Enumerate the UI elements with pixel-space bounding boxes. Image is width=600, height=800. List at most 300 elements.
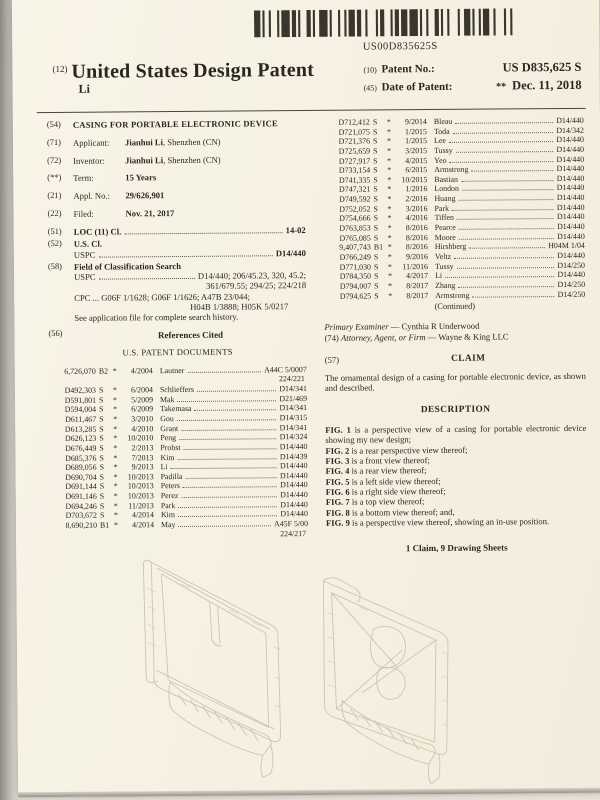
- reference-date: 3/2015: [405, 145, 428, 156]
- reference-kind-code: B2: [98, 366, 109, 376]
- dot-leader: [469, 247, 545, 249]
- reference-class: A45F 5/00: [273, 519, 309, 529]
- reference-star: *: [113, 491, 118, 501]
- reference-date: 4/2015: [405, 155, 428, 165]
- reference-kind-code: S: [99, 501, 105, 511]
- reference-inventor: Li: [435, 271, 443, 281]
- reference-class: D14/440: [280, 490, 308, 500]
- reference-inventor: Lee: [433, 136, 446, 146]
- reference-kind-code: S: [99, 414, 104, 424]
- reference-date: 9/2016: [405, 252, 428, 262]
- dot-leader: [178, 400, 277, 402]
- reference-date: 10/2010: [127, 433, 154, 443]
- reference-number: D690,704: [65, 472, 97, 482]
- reference-number: D626,123: [64, 433, 97, 444]
- header-divider: [37, 108, 586, 113]
- primary-examiner-label: Primary Examiner: [324, 321, 389, 333]
- dot-leader: [462, 190, 554, 192]
- reference-number: D725,659: [338, 146, 371, 156]
- reference-inventor: Veltz: [434, 251, 452, 261]
- claim-heading: CLAIM: [451, 353, 486, 364]
- reference-inventor: Hirshberg: [434, 242, 467, 252]
- reference-star: *: [387, 175, 392, 185]
- dot-leader: [99, 278, 195, 280]
- patent-number-row: [363, 60, 581, 77]
- reference-date: 4/2014: [132, 520, 155, 530]
- reference-star: *: [387, 223, 392, 233]
- uspc-class-value: D14/440: [275, 247, 306, 258]
- reference-number: D794,625: [339, 291, 372, 301]
- figure-description-line: FIG. 7 is a top view thereof;: [325, 496, 425, 508]
- reference-number: D591,801: [64, 395, 97, 405]
- reference-class: D14/440: [556, 212, 585, 222]
- description-heading: DESCRIPTION: [420, 404, 491, 415]
- reference-kind-code: S: [373, 223, 379, 233]
- reference-inventor: Mak: [159, 394, 175, 404]
- claim-text: The ornamental design of a casing for portable electronic device, as shown and described.: [324, 370, 586, 394]
- reference-star: *: [387, 242, 392, 252]
- appl-no-value: 29/626,901: [125, 190, 165, 201]
- field-52-us-cl: [48, 237, 306, 260]
- reference-class: D14/440: [556, 154, 585, 164]
- patent-date-label: Date of Patent:: [381, 80, 453, 94]
- reference-kind-code: S: [372, 117, 378, 127]
- reference-date: 1/2015: [404, 126, 427, 136]
- dot-leader: [181, 496, 277, 498]
- reference-number: 9,407,743: [339, 242, 371, 253]
- reference-inventor: Armstrong: [434, 164, 469, 175]
- applicant-name: Jianhui Li: [124, 136, 164, 148]
- reference-kind-code: S: [374, 271, 379, 281]
- reference-star: *: [113, 424, 118, 434]
- dot-leader: [452, 209, 554, 211]
- barcode-block: [250, 8, 550, 53]
- reference-inventor: Tiffen: [434, 213, 454, 223]
- reference-date: 6/2009: [131, 404, 154, 414]
- dot-leader: [459, 238, 554, 240]
- reference-date: 2/2013: [131, 443, 154, 453]
- reference-inventor: Toda: [433, 126, 450, 136]
- dot-leader: [195, 410, 277, 412]
- reference-class: D14/440: [557, 270, 586, 280]
- figure-label: FIG. 6: [325, 486, 352, 497]
- reference-inventor: Lautner: [159, 365, 185, 375]
- figure-description-line: FIG. 8 is a bottom view thereof; and,: [325, 506, 455, 518]
- reference-inventor: Perez: [160, 491, 179, 501]
- field-code-56: (56): [48, 328, 63, 338]
- reference-row: [49, 365, 307, 377]
- figure-description-line: FIG. 5 is a left side view thereof;: [325, 475, 441, 487]
- reference-kind-code: S: [98, 385, 104, 395]
- field-code-74: (74): [324, 332, 339, 343]
- reference-number: D691,146: [65, 491, 97, 502]
- reference-class: D14/440: [280, 480, 308, 490]
- reference-date: 6/2015: [405, 165, 428, 175]
- reference-star: *: [388, 281, 393, 291]
- uspc-search-classes-1: D14/440; 206/45.23, 320, 45.2;: [197, 270, 307, 281]
- reference-class: D14/315: [279, 413, 308, 423]
- reference-inventor: May: [160, 520, 176, 530]
- reference-number: D685,376: [65, 453, 97, 463]
- reference-class: H04M 1/04: [548, 241, 585, 251]
- reference-kind-code: S: [374, 290, 379, 301]
- figure-label: FIG. 3: [325, 455, 352, 466]
- dot-leader: [455, 122, 553, 124]
- field-58-search: [48, 260, 306, 324]
- figure-label: FIG. 5: [325, 476, 352, 487]
- reference-star: *: [113, 520, 118, 530]
- reference-star: *: [113, 462, 118, 472]
- reference-class: D14/440: [279, 441, 308, 452]
- reference-inventor: Tussy: [434, 261, 454, 271]
- barcode-image: [254, 8, 546, 37]
- figure-description-line: FIG. 1 is a perspective view of a casing for portable electronic device showing my new design;: [325, 422, 587, 446]
- reference-class: A44C 5/0007: [264, 364, 307, 375]
- reference-inventor: Bastian: [434, 174, 459, 184]
- dot-leader: [124, 232, 282, 234]
- reference-class: D14/341: [279, 403, 308, 413]
- reference-class: D14/250: [557, 260, 586, 270]
- reference-number: D733,154: [338, 165, 371, 175]
- figure-front-perspective: [111, 547, 323, 789]
- dot-leader: [461, 180, 554, 182]
- loc-class-value: 14-02: [285, 224, 306, 236]
- reference-star: *: [386, 126, 391, 137]
- reference-number: D721,075: [338, 127, 370, 137]
- field-code-58: (58): [47, 261, 62, 271]
- reference-star: *: [112, 385, 117, 395]
- reference-number: D676,449: [65, 443, 97, 453]
- dot-leader: [184, 448, 277, 450]
- field-code-45: (45): [363, 83, 377, 93]
- reference-star: *: [388, 271, 393, 281]
- figure-description-line: FIG. 9 is a perspective view thereof, showing an in-use position.: [325, 515, 550, 528]
- field-code-71: (71): [46, 137, 61, 147]
- reference-number: D689,056: [65, 462, 97, 473]
- filed-date: Nov. 21, 2017: [125, 208, 175, 219]
- reference-number: D784,350: [339, 271, 372, 282]
- reference-kind-code: S: [373, 213, 379, 223]
- reference-kind-code: S: [99, 482, 105, 492]
- field-72-inventor: [47, 154, 305, 166]
- dot-leader: [178, 516, 277, 518]
- reference-star: *: [113, 453, 118, 463]
- reference-star: *: [386, 136, 391, 146]
- left-column: [47, 118, 308, 557]
- reference-class: D14/324: [279, 432, 308, 442]
- reference-kind-code: S: [99, 491, 105, 501]
- reference-star: *: [387, 155, 392, 165]
- dot-leader: [457, 218, 554, 220]
- reference-number: D703,672: [65, 511, 97, 521]
- reference-inventor: Tussy: [434, 145, 453, 155]
- reference-class: D14/440: [556, 144, 585, 154]
- figure-description-line: FIG. 2 is a rear perspective view thereof;: [325, 444, 468, 456]
- reference-kind-code: B1: [99, 520, 110, 530]
- reference-date: 3/2010: [131, 414, 154, 424]
- reference-number: D747,321: [339, 184, 371, 195]
- primary-examiner-name: — Cynthia R Underwood: [390, 320, 480, 332]
- reference-kind-code: S: [99, 433, 104, 443]
- field-21-appl-no: [47, 189, 305, 201]
- figure-description-list: [325, 423, 587, 528]
- dot-leader: [186, 477, 277, 479]
- scan-edge-shadow: [18, 788, 600, 798]
- reference-class-continuation: 224/217: [280, 528, 307, 538]
- dot-leader: [183, 487, 277, 489]
- reference-date: 4/2010: [131, 423, 154, 434]
- reference-class: D14/440: [556, 202, 585, 212]
- attorney-label: Attorney, Agent, or Firm: [340, 331, 426, 343]
- reference-list-left: [49, 365, 308, 541]
- reference-star: *: [113, 433, 118, 443]
- reference-inventor: Probst: [160, 442, 181, 453]
- patent-date-row: [364, 78, 582, 95]
- reference-number: D721,376: [338, 136, 371, 147]
- reference-date: 1/2016: [405, 184, 428, 194]
- reference-number: D763,853: [339, 223, 371, 233]
- field-term: [47, 171, 305, 183]
- reference-date: 1/2015: [405, 136, 428, 146]
- us-patent-documents-heading: U.S. PATENT DOCUMENTS: [122, 347, 233, 358]
- reference-date: 10/2015: [401, 174, 428, 185]
- attorney-name: — Wayne & King LLC: [427, 330, 509, 342]
- reference-star: *: [387, 204, 392, 214]
- reference-class: D14/440: [556, 192, 585, 203]
- dot-leader: [197, 390, 276, 392]
- document-header: [52, 57, 581, 100]
- reference-star: *: [387, 194, 392, 204]
- cpc-search-classes-1: CPC ... G06F 1/1628; G06F 1/1626; A47B 23/044;: [74, 291, 250, 303]
- appl-no-label: Appl. No.:: [73, 190, 110, 202]
- reference-class: D14/341: [279, 384, 307, 394]
- reference-date: 10/2013: [127, 472, 154, 482]
- reference-kind-code: S: [373, 233, 379, 243]
- reference-class: D14/440: [280, 499, 308, 509]
- reference-inventor: London: [434, 184, 459, 194]
- reference-class: D14/440: [280, 509, 308, 519]
- field-code-51: (51): [47, 226, 62, 236]
- field-22-filed: [48, 207, 306, 219]
- reference-kind-code: S: [99, 472, 105, 482]
- reference-star: *: [113, 510, 118, 520]
- dot-leader: [472, 296, 554, 298]
- cpc-search-classes-2: H04B 1/3888; H05K 5/0217: [190, 301, 289, 312]
- continued-note: (Continued): [434, 301, 476, 312]
- reference-kind-code: S: [373, 252, 379, 262]
- reference-class: D21/469: [279, 393, 308, 403]
- reference-inventor: Bleau: [433, 116, 453, 127]
- reference-star: *: [387, 184, 392, 194]
- term-value: 15 Years: [125, 172, 157, 183]
- reference-star: *: [113, 481, 118, 492]
- reference-star: *: [113, 501, 118, 511]
- reference-kind-code: S: [372, 136, 378, 146]
- reference-kind-code: S: [373, 194, 378, 204]
- dot-leader: [459, 228, 554, 230]
- reference-date: 8/2017: [406, 280, 429, 291]
- reference-kind-code: S: [373, 175, 378, 185]
- dot-leader: [459, 199, 554, 201]
- reference-class: D14/440: [557, 231, 585, 241]
- reference-number: 6,726,070: [64, 366, 96, 376]
- reference-number: 8,690,210: [65, 520, 98, 530]
- field-code-12: (12): [52, 63, 68, 75]
- claims-sheets-note: 1 Claim, 9 Drawing Sheets: [405, 542, 508, 554]
- reference-number: D749,592: [339, 194, 371, 204]
- reference-inventor: Zhang: [435, 280, 456, 290]
- reference-number: D594,004: [64, 405, 97, 415]
- reference-number: D741,335: [338, 175, 371, 185]
- field-code-72: (72): [47, 155, 62, 165]
- reference-class: D14/250: [557, 279, 586, 289]
- reference-star: *: [112, 366, 117, 376]
- reference-star: *: [387, 233, 392, 243]
- reference-date: 4/2004: [130, 366, 153, 376]
- reference-inventor: Kim: [160, 510, 175, 520]
- reference-number: D611,467: [65, 414, 97, 424]
- reference-kind-code: B1: [373, 242, 384, 252]
- figure-description-line: FIG. 4 is a rear view thereof;: [325, 465, 427, 477]
- reference-date: 10/2013: [127, 481, 154, 491]
- reference-number: D794,007: [339, 281, 372, 291]
- dot-leader: [454, 257, 554, 259]
- references-cited-heading: References Cited: [157, 329, 224, 340]
- document-title: United States Design Patent: [71, 58, 315, 83]
- applicant-location: , Shenzhen (CN): [162, 136, 221, 147]
- reference-inventor: Huang: [434, 193, 456, 204]
- reference-inventor: Pearce: [434, 222, 456, 233]
- figure-label: FIG. 2: [325, 445, 352, 456]
- dot-leader: [178, 525, 271, 527]
- reference-class: D14/342: [556, 125, 584, 135]
- reference-date: 4/2016: [405, 213, 428, 223]
- figure-label: FIG. 4: [325, 465, 352, 477]
- reference-date: 2/2016: [405, 194, 428, 204]
- dot-leader: [457, 267, 555, 269]
- reference-star: *: [388, 290, 393, 300]
- figure-label: FIG. 8: [325, 507, 352, 518]
- reference-inventor: Moore: [434, 232, 456, 242]
- reference-number: D754,666: [339, 213, 371, 224]
- reference-kind-code: S: [99, 453, 104, 463]
- patent-number-value: US D835,625 S: [502, 59, 582, 75]
- reference-date: 11/2016: [402, 261, 429, 271]
- dot-leader: [178, 458, 277, 460]
- reference-kind-code: S: [99, 404, 104, 415]
- applicant-label: Applicant:: [72, 137, 110, 148]
- reference-date: 3/2016: [405, 203, 428, 213]
- invention-title: CASING FOR PORTABLE ELECTRONIC DEVICE: [72, 118, 279, 130]
- field-56-references: [48, 327, 306, 348]
- figure-label: FIG. 9: [325, 517, 353, 528]
- right-column: [323, 116, 587, 555]
- reference-class: D14/440: [557, 250, 585, 261]
- reference-date: 10/2013: [127, 491, 154, 501]
- drawing-sheet-preview: [16, 543, 600, 798]
- reference-date: 9/2013: [131, 462, 154, 472]
- reference-star: *: [387, 146, 392, 156]
- figure-label: FIG. 1: [325, 424, 355, 435]
- reference-number: D691,144: [65, 482, 97, 492]
- dot-leader: [179, 439, 277, 441]
- field-code-21: (21): [47, 191, 62, 201]
- reference-class: D14/440: [279, 470, 308, 481]
- dot-leader: [445, 276, 554, 278]
- dot-leader: [449, 141, 554, 143]
- reference-date: 8/2016: [405, 223, 428, 233]
- reference-inventor: Armstrong: [435, 290, 470, 300]
- reference-class: D14/440: [556, 164, 585, 174]
- reference-number: D765,085: [339, 233, 371, 243]
- reference-inventor: Schlieffers: [159, 384, 195, 395]
- reference-class: D14/440: [556, 183, 585, 193]
- dot-leader: [187, 371, 261, 373]
- term-extension-stars: **: [496, 81, 507, 93]
- figure-label: FIG. 7: [325, 496, 352, 508]
- reference-inventor: Padilla: [160, 471, 183, 482]
- field-code-57: (57): [324, 354, 340, 365]
- barcode-number: US00D835625S: [362, 40, 438, 53]
- reference-star: *: [113, 404, 118, 414]
- reference-kind-code: S: [373, 262, 379, 272]
- reference-number: D492,303: [64, 385, 96, 395]
- inventor-name: Jianhui Li: [125, 154, 164, 166]
- reference-date: 8/2016: [405, 232, 428, 242]
- dot-leader: [458, 286, 554, 288]
- reference-star: *: [387, 252, 392, 262]
- reference-class: D14/439: [279, 451, 308, 461]
- reference-kind-code: S: [99, 443, 104, 453]
- term-label: Term:: [73, 173, 94, 184]
- dot-leader: [456, 151, 554, 153]
- reference-kind-code: S: [99, 424, 104, 434]
- loc-label: LOC (11) Cl.: [73, 226, 122, 237]
- patent-date-value: Dec. 11, 2018: [512, 77, 582, 93]
- search-history-note: See application file for complete search history.: [74, 311, 239, 324]
- reference-inventor: Peng: [160, 433, 177, 443]
- reference-kind-code: S: [373, 165, 378, 175]
- figure-description-line: FIG. 6 is a right side view thereof;: [325, 485, 446, 497]
- reference-row: [324, 289, 585, 301]
- examiner-block: [324, 320, 585, 343]
- field-51-loc: [48, 225, 306, 237]
- reference-star: *: [113, 472, 118, 482]
- reference-date: 8/2016: [405, 242, 428, 252]
- inventor-location: , Shenzhen (CN): [163, 154, 221, 165]
- reference-date: 7/2013: [131, 452, 154, 462]
- reference-date: 9/2014: [404, 117, 427, 127]
- reference-class: D14/341: [279, 422, 308, 432]
- dot-leader: [171, 467, 277, 469]
- field-54-title: [47, 118, 305, 130]
- uspc-search-label: USPC: [74, 271, 96, 282]
- reference-inventor: Peters: [160, 481, 181, 491]
- dot-leader: [98, 255, 272, 257]
- reference-class: D14/440: [279, 461, 308, 471]
- field-71-applicant: [47, 136, 305, 148]
- uspc-search-classes-2: 361/679.55; 294/25; 224/218: [206, 280, 307, 292]
- reference-class: D14/440: [556, 115, 584, 126]
- patent-front-page: [12, 0, 600, 797]
- inventor-label: Inventor:: [73, 155, 105, 166]
- reference-number: D727,917: [338, 156, 371, 166]
- reference-inventor: Kim: [160, 452, 175, 462]
- reference-kind-code: S: [99, 462, 104, 472]
- us-cl-label: U.S. Cl.: [73, 238, 103, 250]
- reference-date: 8/2017: [406, 290, 429, 300]
- reference-class: D14/440: [556, 173, 585, 183]
